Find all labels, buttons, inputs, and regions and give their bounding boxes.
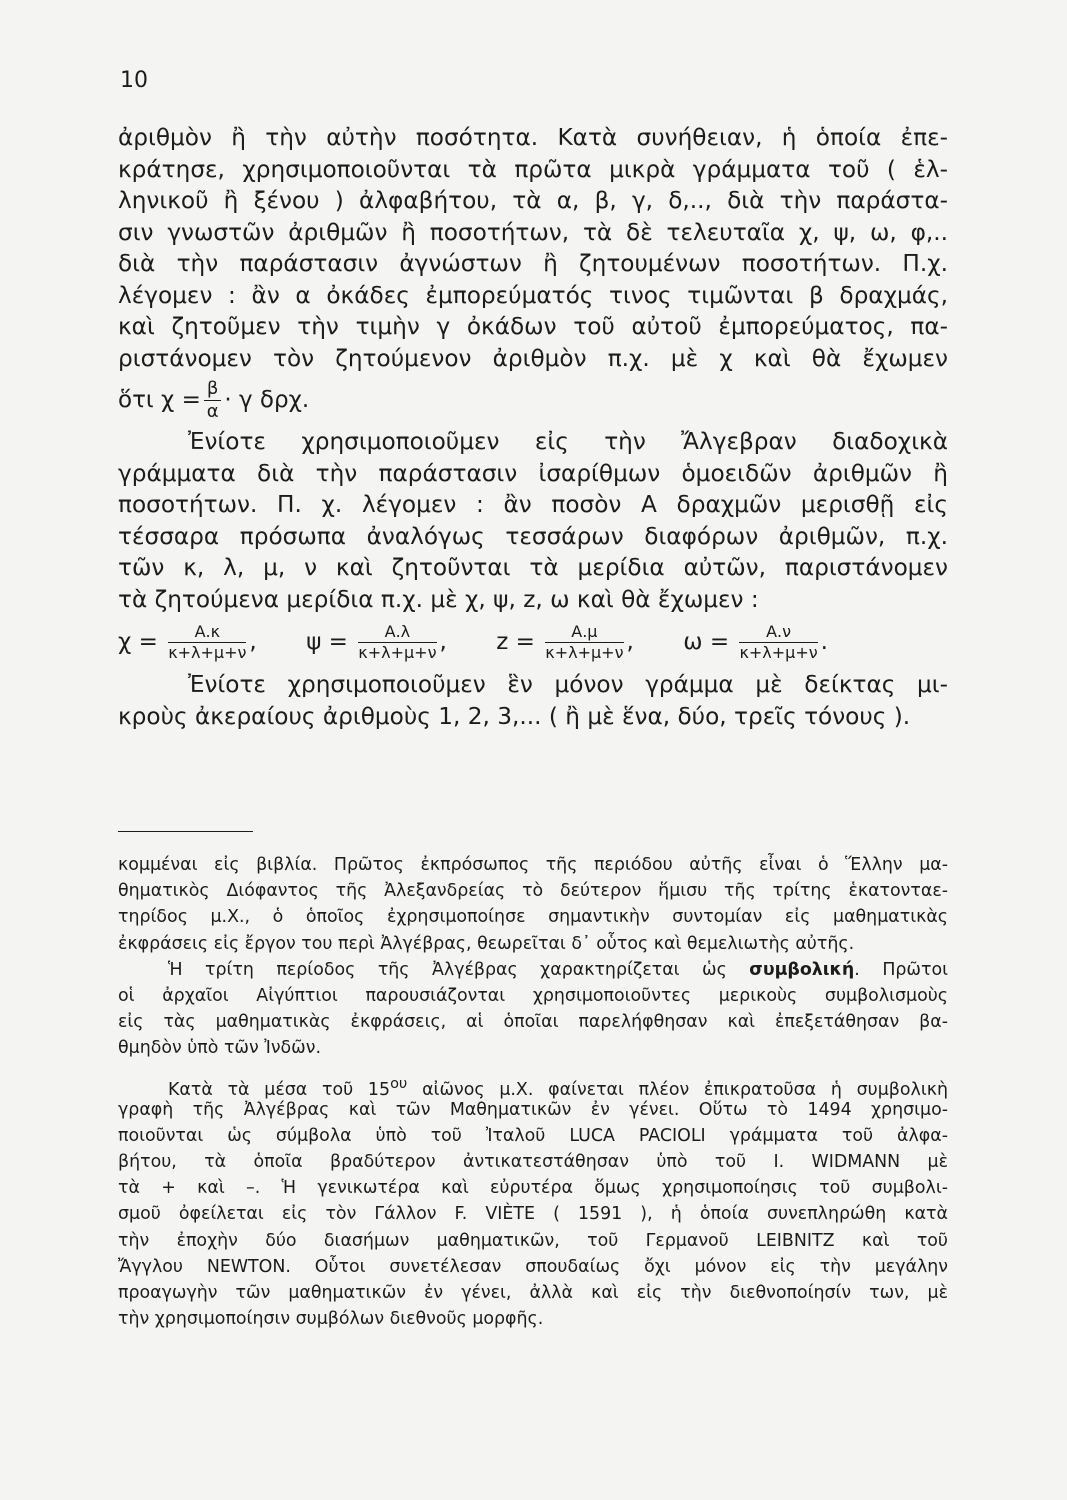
text-line: ἀριθμὸν ἢ τὴν αὐτὴν ποσότητα. Κατὰ συνήθειαν, ἡ ὁποία ἐπε- [118,124,948,151]
text-line: καὶ ζητοῦμεν τὴν τιμὴν γ ὀκάδων τοῦ αὐτοῦ ἐμπορεύματος, πα- [118,313,948,340]
formula-variable: ψ = [306,628,348,655]
text-line: ριστάνομεν τὸν ζητούμενον ἀριθμὸν π.χ. μὲ χ καὶ θὰ ἔχωμεν [118,344,948,372]
footnote-line: τὰ + καὶ –. Ἡ γενικωτέρα καὶ εὐρυτέρα ὅμως χρησιμοποίησις τοῦ συμβολι- [118,1178,948,1199]
fraction-numerator: Α.ν [739,624,817,643]
fraction-denominator: κ+λ+μ+ν [545,642,624,662]
footnote-line: θμηδὸν ὑπὸ τῶν Ἰνδῶν. [118,1038,321,1059]
footnote-line: τηρίδος μ.Χ., ὁ ὁποῖος ἐχρησιμοποίησε σημαντικὴν συντομίαν εἰς μαθηματικὰς [118,907,948,928]
footnote-line: Ἄγγλου NEWTON. Οὗτοι συνετέλεσαν σπουδαίως ὄχι μόνον εἰς τὴν μεγάλην [118,1256,948,1277]
footnote-line: θηματικὸς Διόφαντος τῆς Ἀλεξανδρείας τὸ δεύτερον ἥμισυ τῆς τρίτης ἑκατονταε- [118,881,948,902]
footnote-history [118,1071,948,1333]
text-line: Ἐνίοτε χρησιμοποιοῦμεν εἰς τὴν Ἄλγεβραν διαδοχικὰ [188,428,948,455]
formula-variable: χ = [118,628,158,655]
formula-variable: z = [496,628,535,655]
footnote-bold-term: συμβολική [749,959,855,980]
footnote-text: Κατὰ τὰ μέσα τοῦ 15 [168,1079,391,1100]
fraction [204,377,222,422]
main-text [118,122,948,732]
paragraph-sequential-letters [118,426,948,669]
footnote-line: οἱ ἀρχαῖοι Αἰγύπτιοι παρουσιάζονται χρησιμοποιοῦντες μερικοὺς συμβολισμοὺς [118,985,948,1006]
fraction-numerator: β [204,380,222,401]
footnote-line: κομμέναι εἰς βιβλία. Πρῶτος ἐκπρόσωπος τῆς περιόδου αὐτῆς εἶναι ὁ Ἕλλην μα- [118,855,948,875]
text-line: διὰ τὴν παράστασιν ἀγνώστων ἢ ζητουμένων ποσοτήτων. Π.χ. [118,250,948,277]
footnote-superscript: ου [390,1075,408,1092]
share-formulas [118,615,948,669]
text-line: σιν γνωστῶν ἀριθμῶν ἢ ποσοτήτων, τὰ δὲ τελευταῖα χ, ψ, ω, φ,.. [118,218,948,246]
fraction [739,621,818,662]
footnote-line: βήτου, τὰ ὁποῖα βραδύτερον ἀντικατεστάθησαν ὑπὸ τοῦ I. WIDMANN μὲ [118,1152,948,1173]
footnotes [118,852,948,1332]
formula-z [496,621,634,662]
text-line: τῶν κ, λ, μ, ν καὶ ζητοῦνται τὰ μερίδια αὐτῶν, παριστάνομεν [118,554,948,581]
footnote-line: τὴν ἐποχὴν δύο διασήμων μαθηματικῶν, τοῦ Γερμανοῦ LEIBNITZ καὶ τοῦ [118,1230,948,1251]
footnote-line: γραφὴ τῆς Ἀλγέβρας καὶ τῶν Μαθηματικῶν ἐν γένει. Οὕτω τὸ 1494 χρησιμο- [118,1099,948,1120]
text-line: γράμματα διὰ τὴν παράστασιν ἰσαρίθμων ὁμοειδῶν ἀριθμῶν ἢ [118,459,948,487]
fraction [545,621,624,662]
footnote-diophantus [118,852,948,957]
fraction-numerator: Α.κ [168,624,246,643]
fraction [358,621,437,662]
formula-punct: , [626,628,634,655]
footnote-line: σμοῦ ὀφείλεται εἰς τὸν Γάλλον F. VIÈTE ( 1591 ), ἡ ὁποία συνεπληρώθη κατὰ [118,1204,948,1225]
formula-punct: , [439,628,447,655]
footnote-line: ποιοῦνται ὡς σύμβολα ὑπὸ τοῦ Ἰταλοῦ LUCA PACIOLI γράμματα τοῦ ἀλφα- [118,1125,948,1146]
footnote-line: τὴν χρησιμοποίησιν συμβόλων διεθνοῦς μορφῆς. [118,1309,544,1330]
fraction [168,621,247,662]
paragraph-indices [118,669,948,732]
formula-omega [683,621,828,662]
text-line: ληνικοῦ ἢ ξένου ) ἀλφαβήτου, τὰ α, β, γ, δ,.., διὰ τὴν παράστα- [118,187,948,214]
fraction-denominator: κ+λ+μ+ν [358,642,437,662]
formula-punct: . [820,628,828,655]
page-number: 10 [120,68,148,93]
fraction-numerator: Α.λ [358,624,436,643]
footnote-line [118,957,948,983]
text-line: κροὺς ἀκεραίους ἀριθμοὺς 1, 2, 3,... ( ἢ μὲ ἕνα, δύο, τρεῖς τόνους ). [118,702,911,730]
text-line: κράτησε, χρησιμοποιοῦνται τὰ πρῶτα μικρὰ γράμματα τοῦ ( ἑλ- [118,155,948,183]
text-line: λέγομεν : ἂν α ὀκάδες ἐμπορεύματός τινος τιμῶνται β δραχμάς, [118,281,948,309]
footnote-text: Ἡ τρίτη περίοδος τῆς Ἀλγέβρας χαρακτηρίζεται ὡς [168,959,750,980]
footnote-line: εἰς τὰς μαθηματικὰς ἐκφράσεις, αἱ ὁποῖαι παρελήφθησαν καὶ ἐπεξετάθησαν βα- [118,1012,948,1033]
text-line: τὰ ζητούμενα μερίδια π.χ. μὲ χ, ψ, z, ω καὶ θὰ ἔχωμεν : [118,585,759,613]
footnote-line: προαγωγὴν τῶν μαθηματικῶν ἐν γένει, ἀλλὰ καὶ εἰς τὴν διεθνοποίησίν των, μὲ [118,1283,948,1303]
formula-psi [306,621,447,662]
footnote-symbolic-period [118,957,948,1062]
text-line: τέσσαρα πρόσωπα ἀναλόγως τεσσάρων διαφόρων ἀριθμῶν, π.χ. [118,522,948,550]
fraction-denominator: κ+λ+μ+ν [739,642,818,662]
formula-variable: ω = [683,628,730,655]
formula-suffix: · γ δρχ. [224,387,310,413]
fraction-denominator: κ+λ+μ+ν [168,642,247,662]
footnote-line: ἐκφράσεις εἰς ἔργον του περὶ Ἀλγέβρας, θεωρεῖται δ᾽ οὗτος καὶ θεμελιωτὴς αὐτῆς. [118,933,855,954]
footnote-text: . Πρῶτοι [854,959,948,980]
price-formula [118,374,948,426]
text-line: ποσοτήτων. Π. χ. λέγομεν : ἂν ποσὸν Α δραχμῶν μερισθῇ εἰς [118,491,948,518]
formula-x [118,621,257,662]
footnote-line [118,1071,948,1100]
formula-prefix: ὅτι χ = [118,387,201,413]
formula-punct: , [249,628,257,655]
footnote-text: αἰῶνος μ.Χ. φαίνεται πλέον ἐπικρατοῦσα ἡ συμβολικὴ [407,1079,948,1100]
fraction-numerator: Α.μ [545,624,623,643]
fraction-denominator: α [206,400,219,422]
paragraph-notation [118,122,948,426]
footnote-divider [118,831,253,832]
text-line: Ἐνίοτε χρησιμοποιοῦμεν ἓν μόνον γράμμα μὲ δείκτας μι- [188,671,948,698]
